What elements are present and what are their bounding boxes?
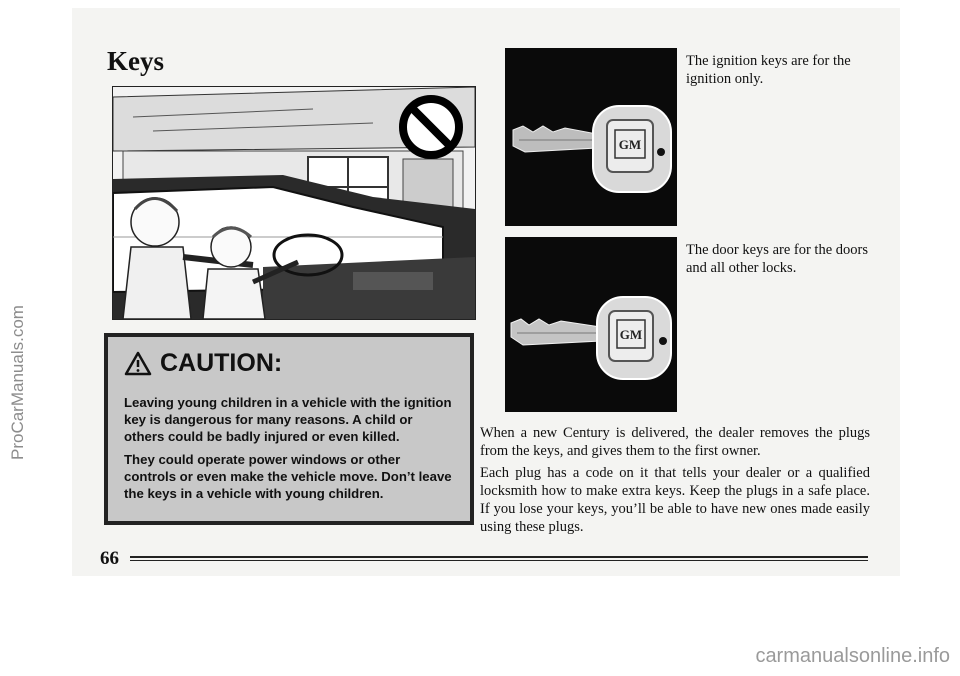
ignition-key-photo: [505, 48, 677, 226]
warning-triangle-icon: [124, 351, 152, 376]
children-in-car-illustration: [112, 86, 476, 320]
page-number: 66: [100, 548, 119, 569]
door-key-photo: [505, 237, 677, 412]
caution-paragraph: They could operate power windows or other controls or even make the vehicle move. Don’t leave the keys in a vehicle with young children.: [124, 452, 452, 501]
caution-box: [104, 333, 474, 525]
door-key-caption: The door keys are for the doors and all other locks.: [686, 242, 868, 276]
caution-paragraph: Leaving young children in a vehicle with the ignition key is dangerous for many reasons. A child or others could be badly injured or even killed.: [124, 395, 452, 444]
footer-rule: [130, 556, 868, 561]
bottom-watermark: carmanualsonline.info: [755, 645, 950, 667]
caution-title: CAUTION:: [160, 349, 283, 377]
gm-logo: GM: [619, 327, 643, 342]
body-paragraph: When a new Century is delivered, the dealer removes the plugs from the keys, and gives them to the first owner.: [480, 425, 870, 459]
page-title: Keys: [107, 46, 164, 76]
gm-logo: GM: [618, 137, 642, 152]
body-paragraph: Each plug has a code on it that tells your dealer or a qualified locksmith how to make extra keys. Keep the plugs in a safe place. If you lose your keys, you’ll be able to have new ones made easily using these plugs.: [480, 465, 870, 535]
ignition-key-caption: The ignition keys are for the ignition only.: [686, 53, 851, 87]
caution-header: [124, 349, 454, 378]
side-watermark: ProCarManuals.com: [8, 305, 27, 460]
